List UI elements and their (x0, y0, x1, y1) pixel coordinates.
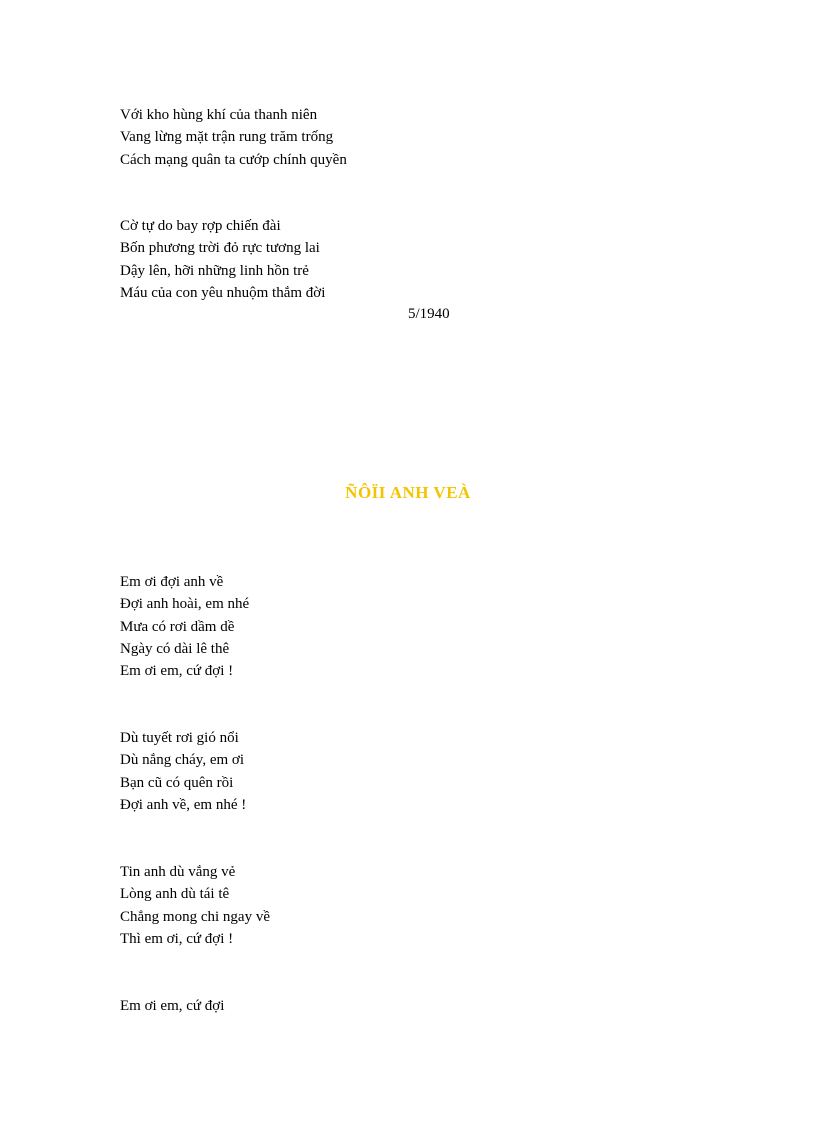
poem1-stanza-2 (120, 215, 325, 304)
poem-line: Cờ tự do bay rợp chiến đài (120, 218, 281, 234)
poem-line: Tin anh dù vắng vẻ (120, 864, 236, 880)
poem-line: Em ơi đợi anh về (120, 574, 224, 590)
poem2-stanza-2 (120, 727, 246, 816)
poem-line: Dù nắng cháy, em ơi (120, 752, 245, 769)
poem-line: Đợi anh về, em nhé ! (120, 796, 247, 813)
poem-line: Thì em ơi, cứ đợi ! (120, 930, 234, 947)
poem-line: Bốn phương trời đỏ rực tương lai (120, 240, 320, 257)
poem-line: Vang lừng mặt trận rung trăm trống (120, 129, 334, 146)
poem-date: 5/1940 (408, 306, 450, 322)
poem-line: Lòng anh dù tái tê (120, 886, 230, 903)
poem-line: Ngày có dài lê thê (120, 640, 230, 657)
poem-line: Cách mạng quân ta cướp chính quyền (120, 151, 347, 168)
poem-line: Em ơi em, cứ đợi ! (120, 663, 234, 680)
poem2-stanza-4 (120, 995, 224, 1017)
poem-line: Bạn cũ có quên rồi (120, 774, 234, 791)
poem2-stanza-3 (120, 861, 270, 950)
poem-line: Em ơi em, cứ đợi (120, 998, 225, 1014)
poem-line: Đợi anh hoài, em nhé (120, 596, 250, 613)
poem-line: Máu của con yêu nhuộm thắm đời (120, 284, 326, 301)
poem-line: Mưa có rơi dầm dề (120, 618, 235, 635)
poem1-stanza-1 (120, 104, 347, 171)
poem-line: Chẳng mong chi ngay về (120, 908, 270, 925)
poem2-stanza-1 (120, 571, 249, 682)
poem-line: Dù tuyết rơi gió nổi (120, 730, 239, 746)
poem-title: ÑÔÏI ANH VEÀ (345, 483, 471, 502)
poem-line: Với kho hùng khí của thanh niên (120, 107, 318, 123)
poem-line: Dậy lên, hỡi những linh hồn trẻ (120, 262, 309, 279)
